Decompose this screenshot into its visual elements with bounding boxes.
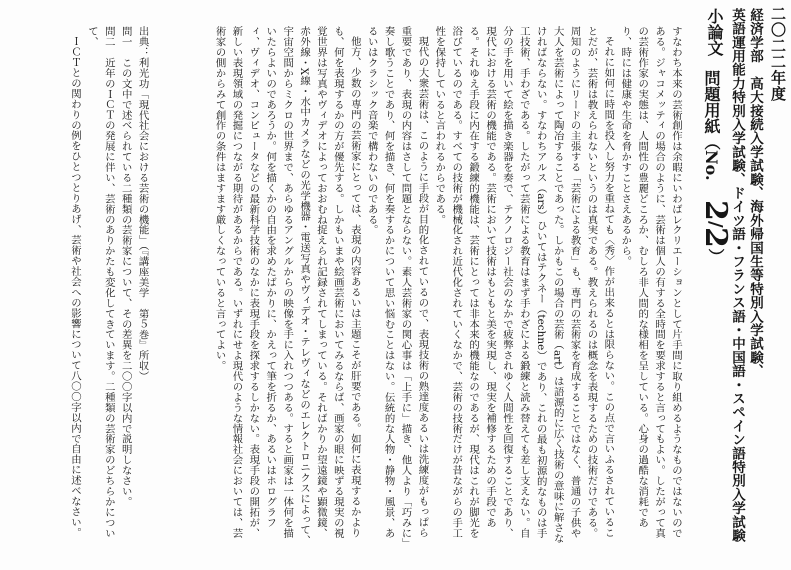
question-2-line-2: ＩＣＴとの関わりの例をひとつとりあげ、芸術や社会への影響について八〇〇字以内で自由に述べなさい。: [69, 36, 81, 538]
sheet-label: 問題用紙（No.: [702, 70, 721, 181]
subject-title: 小論文: [705, 8, 724, 56]
page-number: 2: [698, 200, 733, 221]
page-counter: [698, 200, 733, 265]
paragraph-2: それに如何に時間を投入し努力を重ねても〈秀〉作が出来るとは限らない。この点で言いふるされていることだが、芸術は教えられないというのは真実である。教えられるのは概念を表現するための技術だけである。周知のようにリードの主張する「芸術による教育」も、専門の芸術家を育成することではなく、普通の子供や大人を芸術によって陶冶することであった。しかもこの場合の芸術（art）は語源的に広く技術の意味に解さなければならない。すなわちアルス（ars）ひいてはテクネー（techne）であり、これの最も初源的なものは手工技術、手わざである。したがって芸術による教育はまず手わざによる鍛練と読み替えても差し支えない。自分の手を用いて絵を描き楽器を奏で、テクノロジー社会のなかで疲弊されゆく人間性を回復することであり、現代における芸術の機能である。芸術において技術はもともと美を実現し、現実を補修するための手段である。それゆえ手段に内在する鍛練的機能は、芸術にとっては非本来的機能なのであるが、現代はこれが脚光を浴びているのである。すべての技術が機械化され近代化されていくなかで、芸術の技術だけが昔ながらの手工性を保持していると言われるからである。: [433, 26, 615, 544]
question-1: 問一 この文中で述べられている二種類の芸術家について、その差異を二〇〇字以内で説明しなさい。: [119, 26, 132, 507]
source-citation: 出典：利光功「現代社会における芸術の機能」（『講座美学 第５巻』所収）: [136, 26, 149, 382]
exam-title-line-1: 経済学部 高大接続入学試験、海外帰国生等特別入学試験、: [747, 8, 763, 378]
paragraph-3: 現代の大衆芸術は、このように手段が目的化されているので、表現技術の熟達度あるいは洗練度がもっぱら重要であり、表現の内容はさして問題とならない。素人芸術家の関心事は「上手に」描き、他人より「巧みに」奏し歌うことであり、何を描き、何を奏するかについて思い悩むことはない。伝統的な人物・静物・風景、あるいはクラシック音楽で構わないのである。: [365, 26, 429, 544]
paragraph-4: 他方、少数の専門の芸術家にとっては、表現の内容あるいは主題こそが肝要である。如何に表現するかよりも、何を表現するかの方が優先する。しかもいまや絵画芸術においてみるならば、画家の眼に映ずる現実の視覚世界は写真やヴィデオによっておおむね捉えられ記録されてしまっている。そればかりか望遠鏡や顕微鏡、赤外線・X線・水中カメラなどの光学機器・電送写真やヴィデオ・テレヴィなどのエレクトロニクスによって、宇宙空間からミクロの世界まで、あらゆるアングルからの映像を手に入れつつある。すると画家は一体何を描いたらよいのであろうか。何を描くかの自由を求めたばかりに、かえって筆を折るか、あるいはホログラフィ、ヴィデオ、コンピュータなどの最新科学技術のなかに表現手段を探求するしかない。表現手段の開拓が、新しい表現領域の発掘につながる期待があるからである。いずれにせよ現代のような情報社会においては、芸術家の側からみて創作の条件はますます厳しくなっていると言ってよい。: [213, 26, 361, 546]
page-separator: /: [705, 220, 726, 228]
exam-year: 二〇二二年度: [769, 6, 787, 102]
page-total: 2: [698, 227, 733, 249]
exam-title-line-2: 英語運用能力特別入学試験、ドイツ語・フランス語・中国語・スペイン語特別入学試験: [729, 8, 745, 543]
question-2-line-1: 問二 近年のＩＣＴの発展に伴い、芸術のありかたも変化してきています。二種類の芸術家のどちらかについて、: [85, 26, 115, 539]
essay-body: [6, 26, 684, 546]
page-close: ）: [706, 248, 725, 265]
paragraph-1: すなわち本来の芸術創作は余暇にいわばレクリエーションとして片手間に取り組めるようなものではないのである。ジャコメッティの場合のように、芸術は個人の有する全時間を要求すると言ってもよい。したがって真の芸術作家の実態は、人間性の豊麗どころか、むしろ非人間的な様相を呈している。心身の過酷な消耗であり、時には健康や生命を脅かすことさえあるから。: [619, 26, 682, 539]
